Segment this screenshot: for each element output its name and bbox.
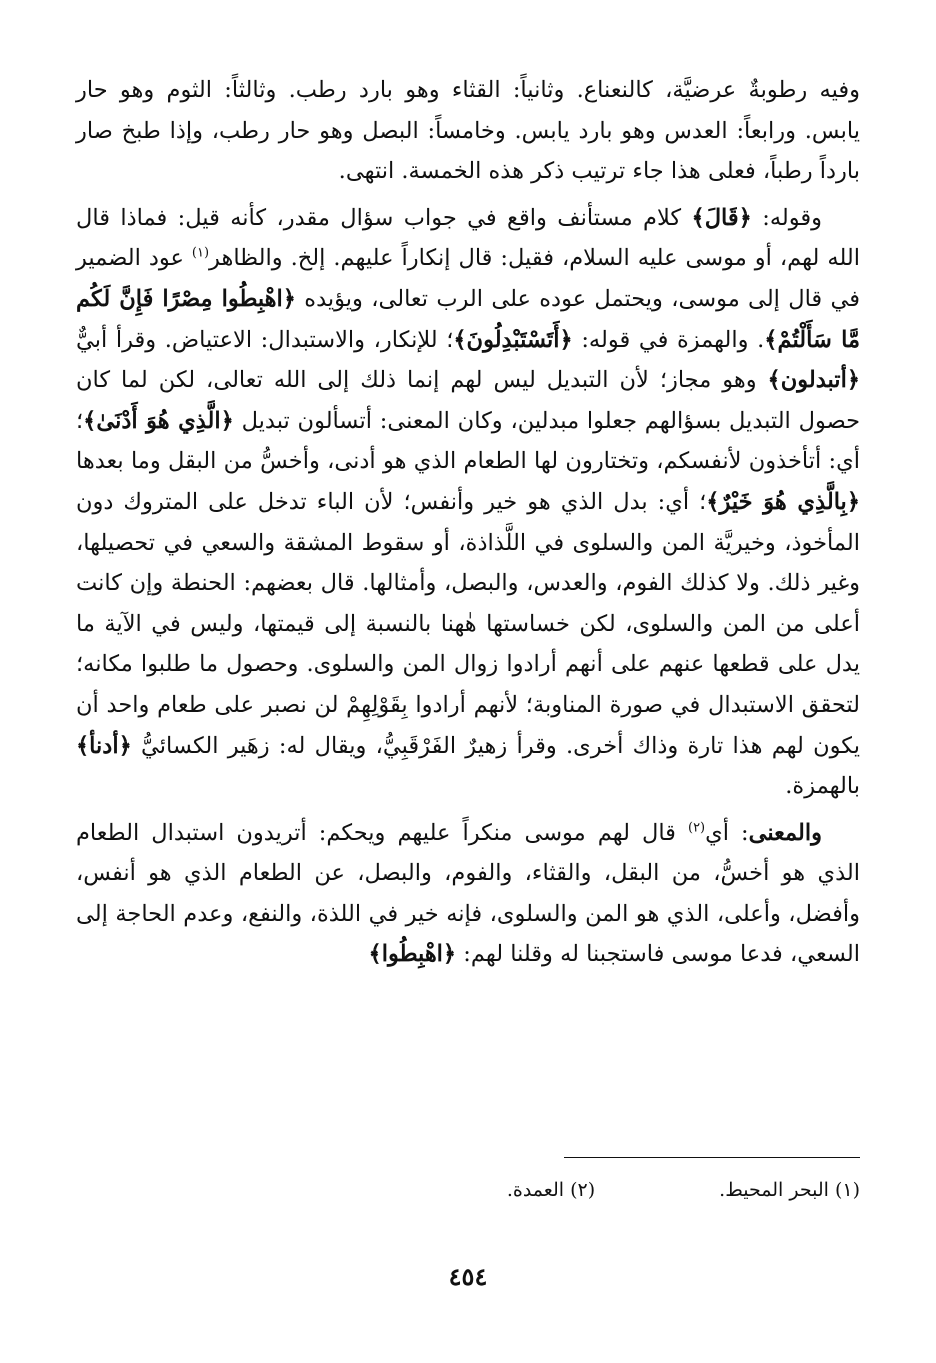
text-run: وهو مجاز؛ لأن التبديل ليس لهم إنما ذلك إلى الله تعالى، لكن لما كان حصول التبديل بسؤالهم جعلوا مبدلين، وكان المعنى: أتسألون تبديل [76,367,860,434]
text-run: بالهمزة. [785,773,860,800]
paragraph-2 [76,198,860,807]
footnote-2 [507,1175,595,1205]
footnotes [260,1175,860,1205]
text-run: وقوله: [751,204,822,231]
footnote-1-number: (١) [834,1179,860,1201]
quran-quote: ﴿أتبدلون﴾ [767,367,860,394]
text-run: قال لهم موسى منكراً عليهم ويحكم: أتريدون استبدال الطعام الذي هو أخسُّ، من البقل، والقثاء، والفوم، والبصل، عن الطعام الذي هو أنفس، وأفضل، وأعلى، الذي هو المن والسلوى، فإنه خير في اللذة، والنفع، وعدم الحاجة إلى السعي، فدعا موسى فاستجبنا له وقلنا لهم: [76,819,860,968]
footnote-1 [719,1175,860,1205]
quran-quote: ﴿اهْبِطُوا﴾ [368,941,457,968]
text-run: ؛ أي: أتأخذون لأنفسكم، وتختارون لها الطعام الذي هو أدنى، وأخسُّ من البقل وما بعدها [76,407,860,475]
text-run: وفيه رطوبةٌ عرضيَّة، كالنعناع. وثانياً: القثاء وهو بارد رطب. وثالثاً: الثوم وهو حار يابس. ورابعاً: العدس وهو بارد يابس. وخامساً: البصل وهو حار رطب، وإذا طبخ صار بارداً رطباً، فعلى هذا جاء ترتيب ذكر هذه الخمسة. انتهى. [76,77,860,185]
lead-word: والمعنى [748,819,822,846]
footnote-1-text: البحر المحيط. [719,1179,829,1201]
footnote-2-text: العمدة. [506,1179,565,1201]
quran-quote: ﴿بِالَّذِي هُوَ خَيْرٌ﴾ [706,488,860,515]
text-run: . والهمزة في قوله: [572,326,765,353]
page-number: ٤٥٤ [448,1262,488,1291]
quran-quote: ﴿قَالَ﴾ [691,204,752,231]
text-run: : أي [705,819,749,846]
text-run: ؛ أي: بدل الذي هو خير وأنفس؛ لأن الباء تدخل على المتروك دون المأخوذ، وخيريَّة المن والسلوى في اللَّذاذة، أو سقوط المشقة والسعي في تحصيلها، وغير ذلك. ولا كذلك الفوم، والعدس، والبصل، وأمثالها. قال بعضهم: الحنطة وإن كانت أعلى من المن والسلوى، لكن خساستها هٰهنا بالنسبة إلى قيمتها، وليس في الآية ما يدل على قطعها عنهم على أنهم أرادوا زوال المن والسلوى. وحصول ما طلبوا مكانه؛ لتحقق الاستبدال في صورة المناوبة؛ لأنهم أرادوا بِقَوْلِهِمْ لن نصبر على طعام واحد أن يكون لهم هذا تارة وذاك أخرى. وقرأ زهيرٌ الفَرْقَبِيُّ، ويقال له: زهَير الكسائيُّ [76,488,860,759]
text-run: ؛ للإنكار، والاستبدال: الاعتياض. وقرأ أبيٌّ [76,326,454,353]
text-run: كلام مستأنف واقع في جواب سؤال مقدر، كأنه قيل: فماذا قال الله لهم، أو موسى عليه السلام، فقيل: قال إنكاراً عليهم. إلخ. والظاهر [76,204,860,272]
footnote-marker: (١) [191,245,210,261]
footnote-divider [564,1157,860,1158]
quran-quote: ﴿أَتَسْتَبْدِلُونَ﴾ [453,326,573,353]
quran-quote: ﴿الَّذِي هُوَ أَدْنَىٰ﴾ [83,407,234,434]
main-text [76,70,860,975]
paragraph-1 [76,70,860,192]
quran-quote: ﴿اهْبِطُوا مِصْرًا فَإِنَّ لَكُم مَّا سَأَلْتُمْ﴾ [76,285,860,353]
quran-quote: ﴿أدنأ﴾ [76,732,132,759]
paragraph-3 [76,813,860,975]
footnote-marker: (٢) [687,820,706,836]
text-run: عود الضمير في قال إلى موسى، ويحتمل عوده على الرب تعالى، ويؤيده [76,245,860,312]
footnote-2-number: (٢) [570,1179,596,1201]
